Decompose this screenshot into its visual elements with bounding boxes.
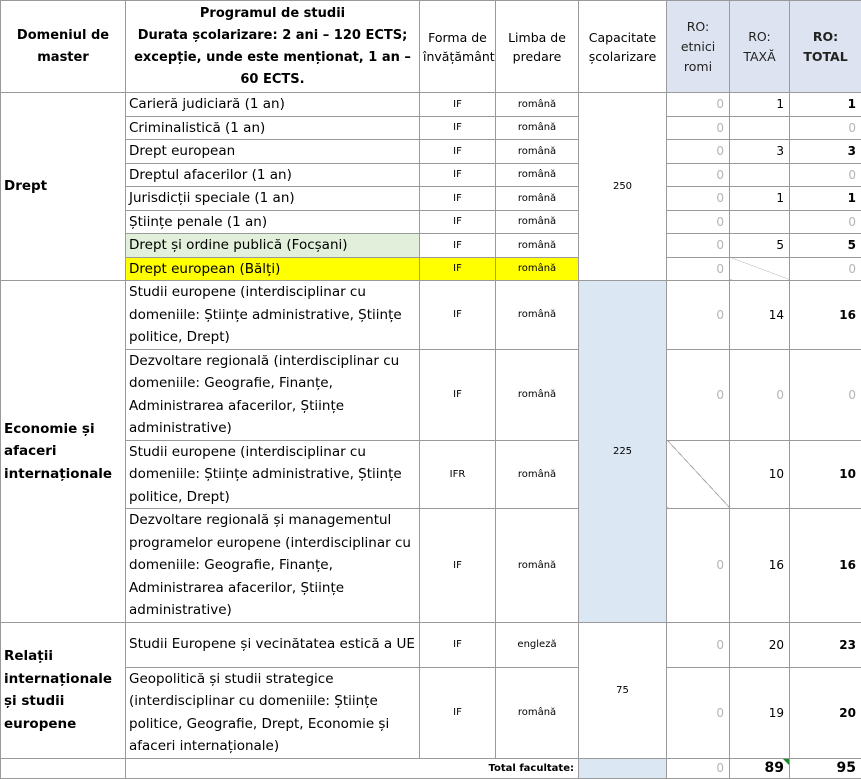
taxa-cell: 3 (730, 140, 790, 164)
header-program-line1: Programul de studii (129, 3, 416, 25)
taxa-cell: 1 (730, 93, 790, 117)
total-total: 95 (790, 758, 861, 778)
table-row (1, 667, 861, 758)
table-row (1, 281, 861, 350)
total-cell: 5 (790, 234, 861, 258)
forma-cell: IF (420, 281, 496, 350)
total-cell: 0 (790, 163, 861, 187)
table-row (1, 622, 861, 667)
footer-capacitate (579, 758, 667, 778)
total-row (1, 758, 861, 778)
limba-cell: română (496, 234, 579, 258)
table-row (1, 210, 861, 234)
romi-cell: 0 (667, 622, 730, 667)
forma-cell: IF (420, 257, 496, 281)
romi-cell: 0 (667, 163, 730, 187)
header-capacitate: Capacitate școlarizare (579, 1, 667, 93)
capacitate-cell: 225 (579, 281, 667, 623)
taxa-cell: 5 (730, 234, 790, 258)
footer-empty (1, 758, 126, 778)
limba-cell: română (496, 667, 579, 758)
forma-cell: IFR (420, 440, 496, 509)
header-program-line4: 60 ECTS. (129, 69, 416, 91)
table-row (1, 163, 861, 187)
capacitate-cell: 75 (579, 622, 667, 758)
header-domeniu: Domeniul de master (1, 1, 126, 93)
header-row (1, 1, 861, 93)
romi-cell: 0 (667, 281, 730, 350)
limba-cell: română (496, 163, 579, 187)
forma-cell: IF (420, 187, 496, 211)
total-cell: 16 (790, 281, 861, 350)
header-forma: Forma de învățământ (420, 1, 496, 93)
total-cell: 10 (790, 440, 861, 509)
domain-cell: Drept (1, 93, 126, 281)
limba-cell: română (496, 440, 579, 509)
program-cell: Carieră judiciară (1 an) (126, 93, 420, 117)
total-cell: 0 (790, 210, 861, 234)
total-cell: 23 (790, 622, 861, 667)
domain-cell: Relații internaționale și studii europene (1, 622, 126, 758)
table-row (1, 140, 861, 164)
romi-cell: 0 (667, 116, 730, 140)
forma-cell: IF (420, 622, 496, 667)
header-program (126, 1, 420, 93)
taxa-cell: 19 (730, 667, 790, 758)
taxa-cell: 14 (730, 281, 790, 350)
header-ro-romi: RO: etnici romi (667, 1, 730, 93)
limba-cell: română (496, 257, 579, 281)
taxa-cell: 1 (730, 187, 790, 211)
program-cell: Criminalistică (1 an) (126, 116, 420, 140)
total-cell: 0 (790, 257, 861, 281)
program-cell: Drept și ordine publică (Focșani) (126, 234, 420, 258)
program-cell: Studii Europene și vecinătatea estică a UE (126, 622, 420, 667)
table-row (1, 349, 861, 440)
taxa-cell: 10 (730, 440, 790, 509)
limba-cell: română (496, 509, 579, 623)
table-row (1, 93, 861, 117)
taxa-cell (730, 116, 790, 140)
program-cell: Drept european (126, 140, 420, 164)
total-romi: 0 (667, 758, 730, 778)
program-cell: Dreptul afacerilor (1 an) (126, 163, 420, 187)
program-cell: Științe penale (1 an) (126, 210, 420, 234)
forma-cell: IF (420, 140, 496, 164)
total-cell: 1 (790, 187, 861, 211)
romi-cell: 0 (667, 257, 730, 281)
header-program-line3: excepție, unde este menționat, 1 an – (129, 47, 416, 69)
program-cell: Studii europene (interdisciplinar cu domeniile: Științe administrative, Științe politice, Drept) (126, 281, 420, 350)
taxa-cell: 20 (730, 622, 790, 667)
total-cell: 1 (790, 93, 861, 117)
limba-cell: română (496, 349, 579, 440)
total-label: Total facultate: (126, 758, 579, 778)
romi-cell: 0 (667, 509, 730, 623)
total-taxa: 89 (730, 758, 790, 778)
forma-cell: IF (420, 116, 496, 140)
program-cell: Dezvoltare regională și managementul programelor europene (interdisciplinar cu domeniile: Geografie, Finanțe, Administrarea afacerilor, Științe administrative) (126, 509, 420, 623)
forma-cell: IF (420, 210, 496, 234)
domain-cell: Economie și afaceri internaționale (1, 281, 126, 623)
taxa-cell: 16 (730, 509, 790, 623)
header-ro-total: RO: TOTAL (790, 1, 861, 93)
taxa-cell (730, 210, 790, 234)
table-row (1, 234, 861, 258)
limba-cell: română (496, 210, 579, 234)
table-row (1, 257, 861, 281)
total-cell: 16 (790, 509, 861, 623)
header-program-line2: Durata școlarizare: 2 ani – 120 ECTS; (129, 25, 416, 47)
limba-cell: română (496, 93, 579, 117)
table-row (1, 187, 861, 211)
header-limba: Limba de predare (496, 1, 579, 93)
table-row (1, 509, 861, 623)
total-cell: 0 (790, 116, 861, 140)
program-cell: Jurisdicții speciale (1 an) (126, 187, 420, 211)
limba-cell: română (496, 116, 579, 140)
forma-cell: IF (420, 234, 496, 258)
limba-cell: română (496, 281, 579, 350)
forma-cell: IF (420, 509, 496, 623)
taxa-cell (730, 257, 790, 281)
program-cell: Studii europene (interdisciplinar cu domeniile: Științe administrative, Științe politice, Drept) (126, 440, 420, 509)
total-cell: 3 (790, 140, 861, 164)
romi-cell: 0 (667, 234, 730, 258)
romi-cell (667, 440, 730, 509)
romi-cell: 0 (667, 93, 730, 117)
total-cell: 20 (790, 667, 861, 758)
taxa-cell: 0 (730, 349, 790, 440)
romi-cell: 0 (667, 210, 730, 234)
program-cell: Drept european (Bălți) (126, 257, 420, 281)
program-cell: Geopolitică și studii strategice (interdisciplinar cu domeniile: Științe politice, Geografie, Drept, Economie și afaceri internaționale) (126, 667, 420, 758)
forma-cell: IF (420, 93, 496, 117)
limba-cell: română (496, 187, 579, 211)
table-row (1, 440, 861, 509)
romi-cell: 0 (667, 667, 730, 758)
program-cell: Dezvoltare regională (interdisciplinar cu domeniile: Geografie, Finanțe, Administrarea afacerilor, Științe administrative) (126, 349, 420, 440)
taxa-cell (730, 163, 790, 187)
limba-cell: română (496, 140, 579, 164)
romi-cell: 0 (667, 140, 730, 164)
forma-cell: IF (420, 349, 496, 440)
romi-cell: 0 (667, 349, 730, 440)
capacitate-cell: 250 (579, 93, 667, 281)
limba-cell: engleză (496, 622, 579, 667)
forma-cell: IF (420, 667, 496, 758)
romi-cell: 0 (667, 187, 730, 211)
header-ro-taxa: RO: TAXĂ (730, 1, 790, 93)
total-cell: 0 (790, 349, 861, 440)
table-row (1, 116, 861, 140)
forma-cell: IF (420, 163, 496, 187)
